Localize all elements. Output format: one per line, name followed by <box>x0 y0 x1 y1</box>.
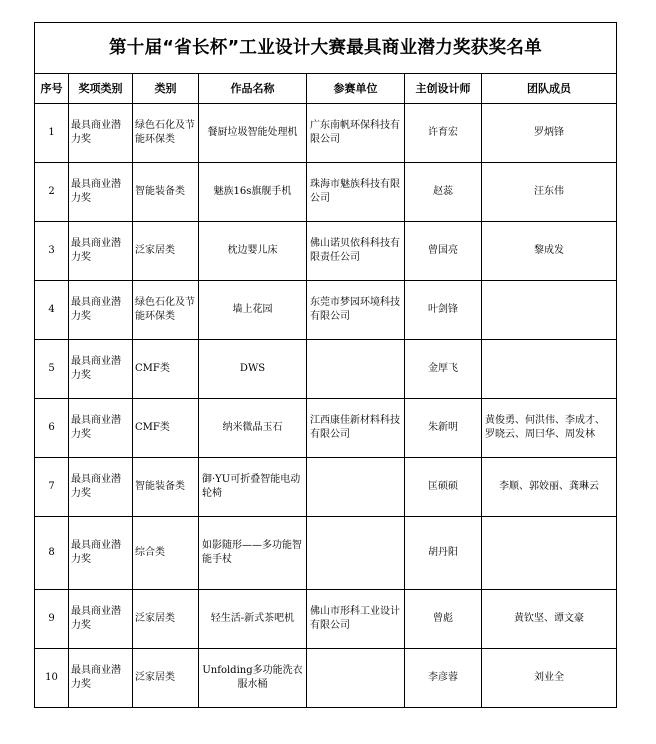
cell-team: 李顺、郭姣丽、龚琳云 <box>482 458 617 517</box>
cell-category: 泛家居类 <box>133 590 199 649</box>
cell-no: 10 <box>35 649 69 708</box>
sheet-title: 第十届“省长杯”工业设计大赛最具商业潜力奖获奖名单 <box>35 23 617 74</box>
cell-category: 泛家居类 <box>133 222 199 281</box>
cell-category: 泛家居类 <box>133 649 199 708</box>
cell-unit: 东莞市梦园环境科技有限公司 <box>307 281 405 340</box>
header-row <box>35 74 617 104</box>
award-table <box>34 22 617 708</box>
cell-no: 4 <box>35 281 69 340</box>
table-row <box>35 399 617 458</box>
cell-award: 最具商业潜力奖 <box>69 590 133 649</box>
cell-no: 9 <box>35 590 69 649</box>
cell-team: 刘业全 <box>482 649 617 708</box>
cell-award: 最具商业潜力奖 <box>69 163 133 222</box>
header-work: 作品名称 <box>199 74 307 104</box>
cell-unit <box>307 340 405 399</box>
cell-unit: 佛山诺贝依科科技有限责任公司 <box>307 222 405 281</box>
cell-work: 如影随形——多功能智能手杖 <box>199 517 307 590</box>
cell-work: 枕边婴儿床 <box>199 222 307 281</box>
header-team: 团队成员 <box>482 74 617 104</box>
header-unit: 参赛单位 <box>307 74 405 104</box>
table-row <box>35 517 617 590</box>
cell-designer: 曾国亮 <box>405 222 482 281</box>
cell-category: CMF类 <box>133 399 199 458</box>
cell-work: Unfolding多功能洗衣服水桶 <box>199 649 307 708</box>
cell-award: 最具商业潜力奖 <box>69 104 133 163</box>
cell-category: 智能装备类 <box>133 458 199 517</box>
header-designer: 主创设计师 <box>405 74 482 104</box>
table-row <box>35 340 617 399</box>
cell-unit: 珠海市魅族科技有限公司 <box>307 163 405 222</box>
cell-category: 绿色石化及节能环保类 <box>133 104 199 163</box>
cell-award: 最具商业潜力奖 <box>69 399 133 458</box>
cell-no: 6 <box>35 399 69 458</box>
cell-work: 魅族16s旗舰手机 <box>199 163 307 222</box>
cell-designer: 赵蕊 <box>405 163 482 222</box>
cell-team <box>482 281 617 340</box>
cell-award: 最具商业潜力奖 <box>69 517 133 590</box>
cell-award: 最具商业潜力奖 <box>69 649 133 708</box>
table-row <box>35 163 617 222</box>
cell-designer: 李彦蓉 <box>405 649 482 708</box>
cell-unit <box>307 649 405 708</box>
table-row <box>35 458 617 517</box>
cell-category: 综合类 <box>133 517 199 590</box>
cell-unit <box>307 458 405 517</box>
cell-designer: 胡丹阳 <box>405 517 482 590</box>
cell-no: 7 <box>35 458 69 517</box>
cell-work: 餐厨垃圾智能处理机 <box>199 104 307 163</box>
cell-category: CMF类 <box>133 340 199 399</box>
header-category: 类别 <box>133 74 199 104</box>
cell-no: 1 <box>35 104 69 163</box>
cell-award: 最具商业潜力奖 <box>69 281 133 340</box>
cell-category: 绿色石化及节能环保类 <box>133 281 199 340</box>
table-row <box>35 104 617 163</box>
cell-team: 黎成发 <box>482 222 617 281</box>
cell-unit: 佛山市形科工业设计有限公司 <box>307 590 405 649</box>
cell-designer: 许育宏 <box>405 104 482 163</box>
cell-no: 8 <box>35 517 69 590</box>
cell-work: 御·YU可折叠智能电动轮椅 <box>199 458 307 517</box>
cell-no: 2 <box>35 163 69 222</box>
cell-designer: 金厚飞 <box>405 340 482 399</box>
cell-designer: 朱新明 <box>405 399 482 458</box>
cell-designer: 匡硕硕 <box>405 458 482 517</box>
cell-team <box>482 517 617 590</box>
cell-work: 墙上花园 <box>199 281 307 340</box>
cell-team: 黄俊勇、何洪伟、李成才、罗晓云、周曰华、周发林 <box>482 399 617 458</box>
header-award: 奖项类别 <box>69 74 133 104</box>
table-row <box>35 222 617 281</box>
cell-work: 轻生活-新式茶吧机 <box>199 590 307 649</box>
cell-designer: 曾彪 <box>405 590 482 649</box>
cell-award: 最具商业潜力奖 <box>69 340 133 399</box>
table-row <box>35 649 617 708</box>
cell-unit <box>307 517 405 590</box>
cell-unit: 广东南帆环保科技有限公司 <box>307 104 405 163</box>
cell-team <box>482 340 617 399</box>
award-list-sheet <box>34 22 616 708</box>
cell-category: 智能装备类 <box>133 163 199 222</box>
cell-award: 最具商业潜力奖 <box>69 458 133 517</box>
table-row <box>35 590 617 649</box>
cell-team: 罗炳锋 <box>482 104 617 163</box>
cell-designer: 叶剑锋 <box>405 281 482 340</box>
cell-team: 汪东伟 <box>482 163 617 222</box>
cell-team: 黄钦坚、谭文豪 <box>482 590 617 649</box>
header-no: 序号 <box>35 74 69 104</box>
cell-work: 纳米微晶玉石 <box>199 399 307 458</box>
cell-work: DWS <box>199 340 307 399</box>
cell-unit: 江西康佳新材料科技有限公司 <box>307 399 405 458</box>
cell-no: 5 <box>35 340 69 399</box>
cell-no: 3 <box>35 222 69 281</box>
cell-award: 最具商业潜力奖 <box>69 222 133 281</box>
table-row <box>35 281 617 340</box>
